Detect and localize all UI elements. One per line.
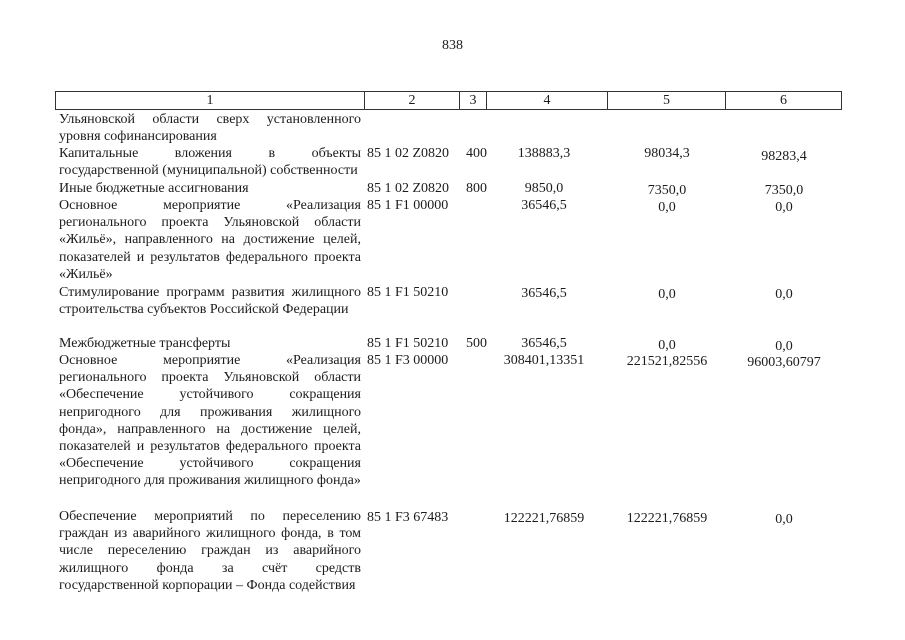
row-expense-type: 400 xyxy=(466,146,487,161)
header-col-3: 3 xyxy=(460,92,487,109)
row-description: Капитальные вложения в объекты государственной (муниципальной) собственности xyxy=(59,146,361,179)
row-code: 85 1 02 Z0820 xyxy=(367,181,450,196)
row-description: Стимулирование программ развития жилищного строительства субъектов Российской Федерации xyxy=(59,285,361,318)
table-header xyxy=(55,91,842,110)
row-description: Межбюджетные трансферты xyxy=(59,336,231,351)
row-value-col6: 0,0 xyxy=(775,287,793,302)
header-col-4: 4 xyxy=(487,92,608,109)
row-value-col5: 0,0 xyxy=(658,287,676,302)
row-code: 85 1 F1 50210 xyxy=(367,336,449,351)
header-col-6: 6 xyxy=(780,93,787,108)
row-value-col4: 138883,3 xyxy=(517,146,571,161)
row-code: 85 1 02 Z0820 xyxy=(367,146,450,161)
row-value-col4: 308401,13351 xyxy=(503,353,585,368)
row-value-col4: 9850,0 xyxy=(524,181,564,196)
row-value-col5: 0,0 xyxy=(658,338,676,353)
row-code: 85 1 F3 67483 xyxy=(367,510,449,525)
row-value-col5: 221521,82556 xyxy=(626,354,708,369)
row-value-col5: 122221,76859 xyxy=(626,511,708,526)
row-value-col5: 0,0 xyxy=(658,200,676,215)
row-description: Иные бюджетные ассигнования xyxy=(59,181,249,196)
header-col-5: 5 xyxy=(608,92,726,109)
row-expense-type: 800 xyxy=(466,181,487,196)
row-description: Обеспечение мероприятий по переселению граждан из аварийного жилищного фонда, в том числе переселению граждан из аварийного жилищного фонда за счёт средств государственной корпорации – Фонда содействия xyxy=(59,509,361,593)
row-value-col5: 7350,0 xyxy=(647,183,687,198)
row-value-col6: 7350,0 xyxy=(764,183,804,198)
header-col-2: 2 xyxy=(365,92,460,109)
row-value-col4: 36546,5 xyxy=(521,286,567,301)
row-description: Ульяновской области сверх установленного уровня софинансирования xyxy=(59,112,361,145)
row-value-col6: 0,0 xyxy=(775,339,793,354)
row-description: Основное мероприятие «Реализация регионального проекта Ульяновской области «Обеспечение устойчивого сокращения непригодного для проживания жилищного фонда», направленного на достижение целей, показателей и результатов федерального проекта «Обеспечение устойчивого сокращения непригодного для проживания жилищного фонда» xyxy=(59,353,361,489)
row-value-col4: 122221,76859 xyxy=(503,511,585,526)
row-expense-type: 500 xyxy=(466,336,487,351)
row-value-col6: 98283,4 xyxy=(761,149,807,164)
header-col-1: 1 xyxy=(56,92,365,109)
row-description: Основное мероприятие «Реализация регионального проекта Ульяновской области «Жильё», направленного на достижение целей, показателей и результатов федерального проекта «Жильё» xyxy=(59,198,361,282)
row-value-col6: 0,0 xyxy=(775,512,793,527)
row-code: 85 1 F1 00000 xyxy=(367,198,449,213)
row-value-col6: 96003,60797 xyxy=(747,355,821,370)
row-value-col4: 36546,5 xyxy=(521,336,567,351)
row-code: 85 1 F1 50210 xyxy=(367,285,449,300)
row-value-col4: 36546,5 xyxy=(521,198,567,213)
row-value-col6: 0,0 xyxy=(775,200,793,215)
page-number: 838 xyxy=(442,38,463,53)
row-code: 85 1 F3 00000 xyxy=(367,353,449,368)
row-value-col5: 98034,3 xyxy=(644,146,690,161)
